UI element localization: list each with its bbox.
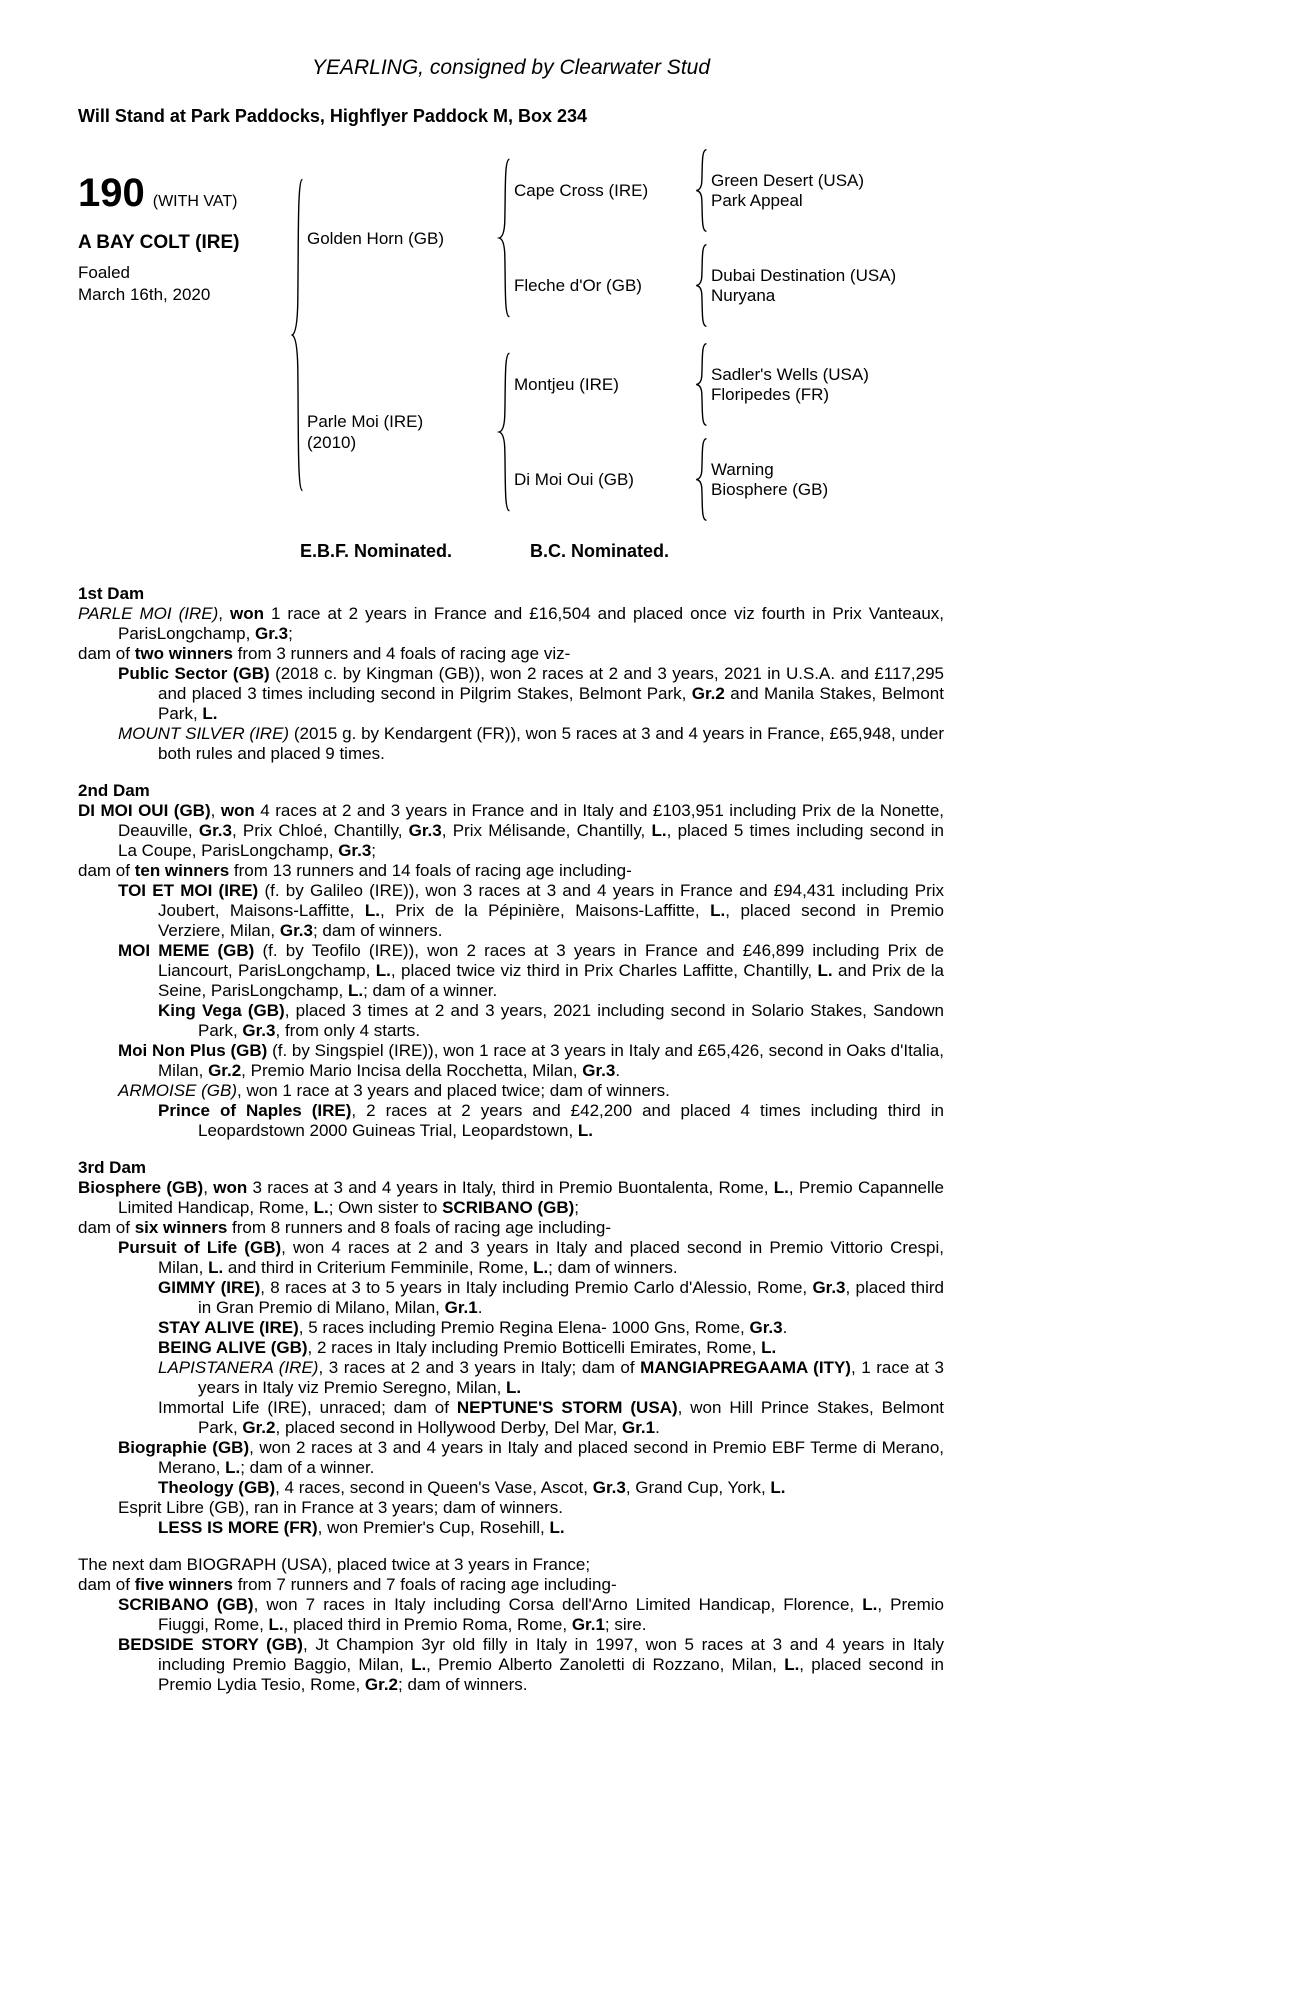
text-segment: L. [549, 1518, 565, 1537]
text-segment: won [220, 801, 255, 820]
pedigree-table [78, 147, 944, 523]
curly-brace-icon [692, 437, 709, 522]
text-segment: , Premio Fiuggi, Rome, [158, 1595, 944, 1634]
text-segment: Esprit Libre (GB), ran in France at 3 years; dam of winners. [118, 1498, 564, 1517]
pedigree-paragraph [78, 1338, 944, 1358]
text-segment: Public Sector (GB) [118, 664, 270, 683]
text-segment: Gr.2 [691, 684, 725, 703]
text-segment: six winners [134, 1218, 228, 1237]
text-segment: MANGIAPREGAAMA (ITY) [640, 1358, 851, 1377]
text-segment: (f. by Singspiel (IRE)), won 1 race at 3 years in Italy and £65,426, second in Oaks d'Italia, Milan, [158, 1041, 944, 1080]
text-segment: , placed second in Premio Lydia Tesio, Rome, [158, 1655, 944, 1694]
pedigree-name: Fleche d'Or (GB) [514, 275, 642, 295]
text-segment: Prince of Naples (IRE) [158, 1101, 352, 1120]
pedigree-paragraph [78, 1178, 944, 1218]
text-segment: Gr.3 [812, 1278, 846, 1297]
dam-sections [78, 584, 944, 1695]
text-segment: STAY ALIVE (IRE) [158, 1318, 299, 1337]
text-segment: L. [651, 821, 667, 840]
section-heading: 2nd Dam [78, 781, 150, 800]
text-segment: , placed twice viz third in Prix Charles Laffitte, Chantilly, [390, 961, 818, 980]
pedigree-pair [711, 460, 828, 500]
curly-brace-icon [495, 156, 512, 320]
text-segment: SCRIBANO (GB) [118, 1595, 254, 1614]
text-segment: Gr.1 [571, 1615, 605, 1634]
text-segment: , Prix de la Pépinière, Maisons-Laffitte, [379, 901, 711, 920]
dam-section [78, 781, 944, 1141]
text-segment: Gr.2 [208, 1061, 242, 1080]
text-segment: and Prix de la Seine, ParisLongchamp, [158, 961, 944, 1000]
text-segment: L. [577, 1121, 594, 1140]
pedigree-name: Biosphere (GB) [711, 479, 829, 499]
pedigree-paragraph [78, 1081, 944, 1101]
text-segment: , won 2 races at 3 and 4 years in Italy and placed second in Premio EBF Terme di Merano, Merano, [158, 1438, 944, 1477]
pedigree-name: Di Moi Oui (GB) [514, 469, 634, 489]
text-segment: Gr.2 [242, 1418, 276, 1437]
text-segment: , placed second in Hollywood Derby, Del Mar, [275, 1418, 622, 1437]
text-segment: , won Hill Prince Stakes, Belmont Park, [198, 1398, 944, 1437]
text-segment: , 3 races at 2 and 3 years in Italy; dam of [318, 1358, 641, 1377]
text-segment: MOI MEME (GB) [118, 941, 255, 960]
text-segment: L. [784, 1655, 800, 1674]
text-segment: , [218, 604, 230, 623]
text-segment: , Prix Chloé, Chantilly, [231, 821, 409, 840]
text-segment: (f. by Teofilo (IRE)), won 2 races at 3 years in France and £46,899 including Prix de Liancourt, ParisLongchamp, [158, 941, 944, 980]
text-segment: L. [411, 1655, 427, 1674]
generation1-column [307, 147, 896, 523]
text-segment: ; Own sister to [328, 1198, 443, 1217]
text-segment: ; dam of a winner. [363, 981, 498, 1000]
text-segment: won [229, 604, 264, 623]
section-heading: 3rd Dam [78, 1158, 147, 1177]
pedigree-paragraph [78, 1101, 944, 1141]
lot-number: 190 [78, 171, 145, 215]
lot-number-row [78, 171, 286, 216]
text-segment: Biographie (GB) [118, 1438, 250, 1457]
text-segment: Gr.3 [242, 1021, 276, 1040]
text-segment: , Premio Alberto Zanoletti di Rozzano, Milan, [426, 1655, 785, 1674]
text-segment: and Manila Stakes, Belmont Park, [158, 684, 944, 723]
pedigree-paragraph [78, 1218, 944, 1238]
text-segment: ; [574, 1198, 580, 1217]
text-segment: ; dam of winners. [312, 921, 443, 940]
pedigree-paragraph [78, 1398, 944, 1438]
text-segment: ; dam of winners. [398, 1675, 528, 1694]
pedigree-name: Floripedes (FR) [711, 384, 830, 404]
text-segment: dam of [78, 644, 135, 663]
text-segment: BEING ALIVE (GB) [158, 1338, 308, 1357]
text-segment: Immortal Life (IRE), unraced; dam of [158, 1398, 457, 1417]
text-segment: , placed 3 times at 2 and 3 years, 2021 including second in Solario Stakes, Sandown Park, [198, 1001, 945, 1040]
curly-brace-icon [692, 148, 709, 233]
pedigree-paragraph [78, 724, 944, 764]
text-segment: , won 1 race at 3 years and placed twice; dam of winners. [237, 1081, 670, 1100]
pedigree-name: Montjeu (IRE) [514, 374, 619, 394]
pedigree-sire: Golden Horn (GB) [307, 228, 444, 248]
text-segment: from 8 runners and 8 foals of racing age including- [227, 1218, 611, 1237]
pedigree-pair [711, 365, 869, 405]
text-segment: ARMOISE (GB) [118, 1081, 238, 1100]
pedigree-tree [286, 147, 896, 523]
ebf-nomination: E.B.F. Nominated. [300, 541, 453, 561]
pedigree-paragraph [78, 801, 944, 861]
text-segment: (2018 c. by Kingman (GB)), won 2 races at 2 and 3 years, 2021 in U.S.A. and £117,295 and placed 3 times including second in Pilgrim Stakes, Belmont Park, [158, 664, 944, 703]
curly-brace-icon [288, 173, 305, 497]
pedigree-group [514, 147, 896, 234]
text-segment: from 13 runners and 14 foals of racing age including- [229, 861, 632, 880]
dam-section [78, 584, 944, 764]
text-segment: . [782, 1318, 788, 1337]
text-segment: 3 races at 3 and 4 years in Italy, third in Premio Buontalenta, Rome, [247, 1178, 774, 1197]
text-segment: 1 race at 2 years in France and £16,504 and placed once viz fourth in Prix Vanteaux, ParisLongchamp, [118, 604, 944, 643]
text-segment: , from only 4 starts. [275, 1021, 421, 1040]
foaled-date: March 16th, 2020 [78, 285, 211, 304]
curly-brace-icon [692, 243, 709, 328]
pedigree-pair [711, 266, 896, 306]
pedigree-group [514, 242, 896, 329]
sire-parents-column [514, 147, 896, 329]
pedigree-paragraph [78, 1278, 944, 1318]
text-segment: Gr.3 [279, 921, 313, 940]
text-segment: Gr.3 [592, 1478, 626, 1497]
text-segment: L. [770, 1478, 786, 1497]
text-segment: NEPTUNE'S STORM (USA) [456, 1398, 678, 1417]
text-segment: GIMMY (IRE) [158, 1278, 261, 1297]
text-segment: Gr.3 [338, 841, 372, 860]
text-segment: L. [506, 1378, 522, 1397]
text-segment: , placed third in Gran Premio di Milano, Milan, [198, 1278, 944, 1317]
text-segment: King Vega (GB) [158, 1001, 285, 1020]
text-segment: Gr.3 [582, 1061, 616, 1080]
text-segment: L. [347, 981, 364, 1000]
pedigree-paragraph [78, 1041, 944, 1081]
dam-parents-column [514, 341, 869, 523]
text-segment: ; sire. [604, 1615, 647, 1634]
text-segment: L. [313, 1198, 329, 1217]
text-segment: , Premio Mario Incisa della Rocchetta, Milan, [241, 1061, 583, 1080]
pedigree-name: Cape Cross (IRE) [514, 180, 649, 200]
pedigree-pair [711, 171, 864, 211]
text-segment: . [655, 1418, 660, 1437]
text-segment: L. [862, 1595, 878, 1614]
pedigree-paragraph [78, 1318, 944, 1338]
text-segment: , Grand Cup, York, [625, 1478, 771, 1497]
text-segment: dam of [78, 1575, 135, 1594]
pedigree-name: Sadler's Wells (USA) [711, 364, 869, 384]
page-content [78, 56, 944, 1695]
text-segment: , placed 5 times including second in La Coupe, ParisLongchamp, [118, 821, 944, 860]
text-segment: TOI ET MOI (IRE) [118, 881, 259, 900]
text-segment: L. [268, 1615, 284, 1634]
text-segment: Gr.3 [408, 821, 442, 840]
text-segment: (f. by Galileo (IRE)), won 3 races at 3 and 4 years in France and £94,431 including Prix Joubert, Maisons-Laffitte, [158, 881, 945, 920]
horse-name: A BAY COLT (IRE) [78, 232, 240, 253]
pedigree-paragraph [78, 1358, 944, 1398]
text-segment: dam of [78, 861, 135, 880]
text-segment: ; dam of winners. [548, 1258, 678, 1277]
pedigree-paragraph [78, 1438, 944, 1478]
text-segment: , 4 races, second in Queen's Vase, Ascot, [275, 1478, 593, 1497]
text-segment: Moi Non Plus (GB) [118, 1041, 268, 1060]
text-segment: L. [773, 1178, 789, 1197]
pedigree-group [514, 341, 869, 428]
pedigree-name-year: (2010) [307, 433, 357, 452]
text-segment: L. [710, 901, 726, 920]
text-segment: LAPISTANERA (IRE) [158, 1358, 319, 1377]
pedigree-paragraph [78, 1001, 944, 1041]
text-segment: L. [375, 961, 391, 980]
text-segment: Pursuit of Life (GB) [118, 1238, 282, 1257]
pedigree-paragraph [78, 1575, 944, 1595]
text-segment: L. [208, 1258, 224, 1277]
text-segment: , won 7 races in Italy including Corsa dell'Arno Limited Handicap, Florence, [253, 1595, 863, 1614]
consignment-title: YEARLING, consigned by Clearwater Stud [311, 56, 711, 79]
pedigree-paragraph [78, 1518, 944, 1538]
lot-header [78, 147, 286, 523]
text-segment: The next dam BIOGRAPH (USA), placed twice at 3 years in France; [78, 1555, 591, 1574]
text-segment: SCRIBANO (GB) [442, 1198, 575, 1217]
text-segment: , won 4 races at 2 and 3 years in Italy and placed second in Premio Vittorio Crespi, Milan, [158, 1238, 945, 1277]
text-segment: Gr.2 [364, 1675, 399, 1694]
text-segment: ten winners [134, 861, 230, 880]
text-segment: , 5 races including Premio Regina Elena- 1000 Gns, Rome, [298, 1318, 750, 1337]
pedigree-name: Green Desert (USA) [711, 170, 865, 190]
text-segment: Gr.1 [444, 1298, 478, 1317]
pedigree-group [514, 436, 869, 523]
pedigree-name: Nuryana [711, 285, 776, 305]
stand-location: Will Stand at Park Paddocks, Highflyer Paddock M, Box 234 [78, 106, 587, 126]
pedigree-paragraph [78, 1595, 944, 1635]
text-segment: (2015 g. by Kendargent (FR)), won 5 races at 3 and 4 years in France, £65,948, under both rules and placed 9 times. [158, 724, 944, 763]
dam-section [78, 1555, 944, 1695]
text-segment: MOUNT SILVER (IRE) [118, 724, 290, 743]
curly-brace-icon [692, 342, 709, 427]
text-segment: L. [817, 961, 833, 980]
dam-group [307, 341, 896, 523]
text-segment: , placed second in Premio Verziere, Milan, [158, 901, 944, 940]
text-segment: from 3 runners and 4 foals of racing age viz- [232, 644, 571, 663]
pedigree-paragraph [78, 1555, 944, 1575]
pedigree-paragraph [78, 1478, 944, 1498]
text-segment: two winners [134, 644, 233, 663]
pedigree-paragraph [78, 881, 944, 941]
pedigree-name: Parle Moi (IRE) [307, 412, 424, 431]
text-segment: , 2 races at 2 years and £42,200 and placed 4 times including third in Leopardstown 2000 Guineas Trial, Leopardstown, [198, 1101, 944, 1140]
text-segment: Gr.3 [198, 821, 232, 840]
text-segment: L. [533, 1258, 549, 1277]
text-segment: , 8 races at 3 to 5 years in Italy including Premio Carlo d'Alessio, Rome, [260, 1278, 813, 1297]
pedigree-name: Warning [711, 459, 774, 479]
pedigree-paragraph [78, 604, 944, 644]
pedigree-name: Dubai Destination (USA) [711, 265, 897, 285]
text-segment: L. [364, 901, 380, 920]
text-segment: Theology (GB) [158, 1478, 276, 1497]
pedigree-name: Park Appeal [711, 190, 803, 210]
text-segment: , won Premier's Cup, Rosehill, [317, 1518, 550, 1537]
curly-brace-icon [495, 350, 512, 514]
dam-section [78, 1158, 944, 1538]
pedigree-paragraph [78, 644, 944, 664]
text-segment: L. [202, 704, 218, 723]
pedigree-paragraph [78, 1238, 944, 1278]
text-segment: 4 races at 2 and 3 years in France and in Italy and £103,951 including Prix de la Nonette, Deauville, [118, 801, 944, 840]
pedigree-dam [307, 411, 493, 453]
pedigree-paragraph [78, 664, 944, 724]
text-segment: DI MOI OUI (GB) [78, 801, 211, 820]
text-segment: won [213, 1178, 248, 1197]
pedigree-paragraph [78, 1635, 944, 1695]
text-segment: . [615, 1061, 621, 1080]
text-segment: , 2 races in Italy including Premio Botticelli Emirates, Rome, [307, 1338, 762, 1357]
text-segment: Biosphere (GB) [78, 1178, 204, 1197]
text-segment: L. [761, 1338, 777, 1357]
text-segment: , Prix Mélisande, Chantilly, [441, 821, 652, 840]
text-segment: five winners [134, 1575, 233, 1594]
vat-note: (WITH VAT) [152, 193, 238, 210]
text-segment: BEDSIDE STORY (GB) [118, 1635, 303, 1654]
text-segment: . [477, 1298, 483, 1317]
text-segment: Gr.1 [621, 1418, 656, 1437]
text-segment: L. [225, 1458, 241, 1477]
pedigree-paragraph [78, 941, 944, 1001]
text-segment: PARLE MOI (IRE) [78, 604, 219, 623]
pedigree-paragraph [78, 1498, 944, 1518]
text-segment: , [210, 801, 221, 820]
text-segment: , [203, 1178, 214, 1197]
section-heading: 1st Dam [78, 584, 145, 603]
pedigree-paragraph [78, 861, 944, 881]
text-segment: Gr.3 [255, 624, 289, 643]
text-segment: , 1 race at 3 years in Italy viz Premio Seregno, Milan, [198, 1358, 945, 1397]
text-segment: , Premio Capannelle Limited Handicap, Rome, [118, 1178, 945, 1217]
text-segment: ; dam of a winner. [240, 1458, 375, 1477]
text-segment: LESS IS MORE (FR) [158, 1518, 318, 1537]
foaled-label: Foaled [78, 263, 130, 282]
text-segment: , Jt Champion 3yr old filly in Italy in 1997, won 5 races at 3 and 4 years in Italy including Premio Baggio, Milan, [158, 1635, 944, 1674]
text-segment: and third in Criterium Femminile, Rome, [223, 1258, 534, 1277]
text-segment: dam of [78, 1218, 135, 1237]
bc-nomination: B.C. Nominated. [530, 541, 670, 561]
text-segment: , placed third in Premio Roma, Rome, [283, 1615, 572, 1634]
text-segment: ; [288, 624, 293, 643]
nominations-row [300, 541, 944, 562]
sire-group [307, 147, 896, 329]
text-segment: from 7 runners and 7 foals of racing age including- [232, 1575, 617, 1594]
text-segment: Gr.3 [749, 1318, 783, 1337]
text-segment: ; [371, 841, 377, 860]
